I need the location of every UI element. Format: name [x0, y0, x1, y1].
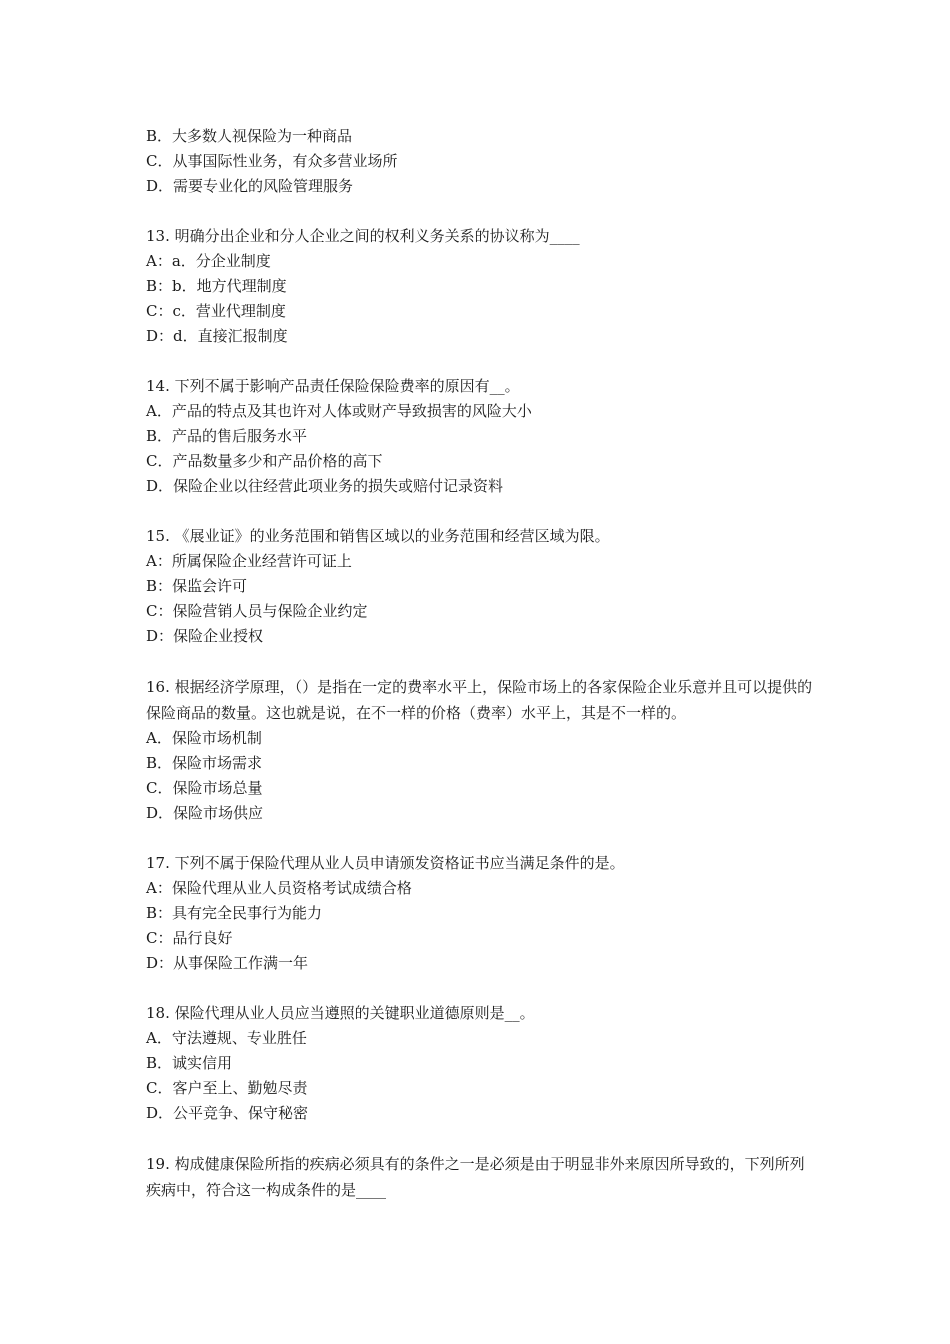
question-stem: 18. 保险代理从业人员应当遵照的关键职业道德原则是__。 — [146, 1004, 535, 1022]
option-a: A：所属保险企业经营许可证上 — [146, 552, 352, 570]
question-12-options-tail — [146, 124, 816, 199]
option-b: B．大多数人视保险为一种商品 — [146, 127, 353, 145]
question-stem: 14. 下列不属于影响产品责任保险保险费率的原因有__。 — [146, 377, 520, 395]
option-a: A．产品的特点及其也许对人体或财产导致损害的风险大小 — [146, 402, 532, 420]
question-stem: 13. 明确分出企业和分人企业之间的权利义务关系的协议称为____ — [146, 227, 580, 245]
option-c: C．从事国际性业务，有众多营业场所 — [146, 152, 398, 170]
option-d: D：保险企业授权 — [146, 627, 264, 645]
option-a: A：保险代理从业人员资格考试成绩合格 — [146, 879, 412, 897]
option-d: D．保险企业以往经营此项业务的损失或赔付记录资料 — [146, 477, 504, 495]
option-b: B：b．地方代理制度 — [146, 277, 287, 295]
question-stem: 19. 构成健康保险所指的疾病必须具有的条件之一是必须是由于明显非外来原因所导致的，下列所列疾病中，符合这一构成条件的是____ — [146, 1155, 805, 1199]
option-c: C．产品数量多少和产品价格的高下 — [146, 452, 383, 470]
question-stem: 16. 根据经济学原理，（）是指在一定的费率水平上，保险市场上的各家保险企业乐意并且可以提供的保险商品的数量。这也就是说，在不一样的价格（费率）水平上，其是不一样的。 — [146, 678, 813, 722]
question-16 — [146, 674, 816, 826]
option-b: B．诚实信用 — [146, 1054, 233, 1072]
question-15 — [146, 524, 816, 649]
option-b: B．保险市场需求 — [146, 754, 263, 772]
option-b: B：具有完全民事行为能力 — [146, 904, 323, 922]
question-13 — [146, 224, 816, 349]
option-a: A．保险市场机制 — [146, 729, 262, 747]
option-c: C：品行良好 — [146, 929, 233, 947]
question-stem: 15. 《展业证》的业务范围和销售区域以的业务范围和经营区域为限。 — [146, 527, 610, 545]
option-d: D．保险市场供应 — [146, 804, 264, 822]
option-d: D．公平竞争、保守秘密 — [146, 1104, 309, 1122]
option-c: C．保险市场总量 — [146, 779, 263, 797]
option-d: D：d．直接汇报制度 — [146, 327, 288, 345]
document-content — [146, 124, 816, 1203]
question-14 — [146, 374, 816, 499]
option-b: B：保监会许可 — [146, 577, 248, 595]
question-17 — [146, 851, 816, 976]
option-a: A：a．分企业制度 — [146, 252, 271, 270]
question-18 — [146, 1001, 816, 1126]
option-d: D：从事保险工作满一年 — [146, 954, 309, 972]
option-c: C：保险营销人员与保险企业约定 — [146, 602, 368, 620]
question-stem: 17. 下列不属于保险代理从业人员申请颁发资格证书应当满足条件的是。 — [146, 854, 625, 872]
option-a: A．守法遵规、专业胜任 — [146, 1029, 307, 1047]
option-d: D．需要专业化的风险管理服务 — [146, 177, 354, 195]
option-b: B．产品的售后服务水平 — [146, 427, 308, 445]
option-c: C．客户至上、勤勉尽责 — [146, 1079, 308, 1097]
question-19 — [146, 1151, 816, 1203]
option-c: C：c．营业代理制度 — [146, 302, 286, 320]
